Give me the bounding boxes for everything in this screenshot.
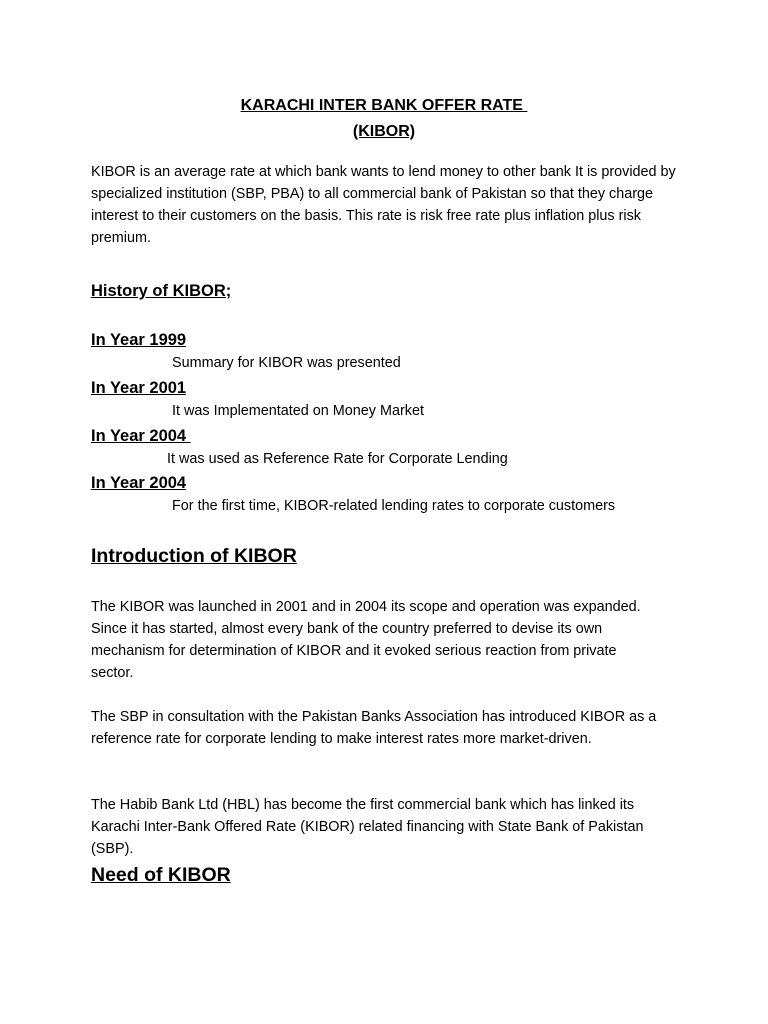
- history-heading: History of KIBOR;: [91, 282, 232, 300]
- history-year-2001: In Year 2001: [91, 379, 187, 397]
- history-year-2004-b: In Year 2004: [91, 474, 187, 492]
- introduction-paragraph-1: The KIBOR was launched in 2001 and in 2004 its scope and operation was expanded. Since it has started, almost every bank of the country preferred to devise its own mechanism for determination of KIBOR and it evoked serious reaction from private sector.: [91, 599, 641, 681]
- document-title-line-2: (KIBOR): [352, 123, 416, 140]
- history-text-1999: Summary for KIBOR was presented: [172, 355, 401, 371]
- introduction-heading: Introduction of KIBOR: [91, 545, 297, 567]
- history-year-2004-a: In Year 2004: [91, 427, 191, 445]
- intro-paragraph: KIBOR is an average rate at which bank wants to lend money to other bank It is provided by specialized institution (SBP, PBA) to all commercial bank of Pakistan so that they charge interest to their customers on the basis. This rate is risk free rate plus inflation plus risk premium.: [91, 164, 676, 246]
- introduction-paragraph-3: The Habib Bank Ltd (HBL) has become the first commercial bank which has linked its Karachi Inter-Bank Offered Rate (KIBOR) related financing with State Bank of Pakistan (SBP).: [91, 797, 644, 857]
- history-text-2004-b: For the first time, KIBOR-related lending rates to corporate customers: [172, 498, 616, 514]
- document-title-line-1: KARACHI INTER BANK OFFER RATE: [240, 97, 528, 114]
- need-heading: Need of KIBOR: [91, 864, 231, 886]
- introduction-paragraph-2: The SBP in consultation with the Pakistan Banks Association has introduced KIBOR as a reference rate for corporate lending to make interest rates more market-driven.: [91, 709, 657, 747]
- history-year-1999: In Year 1999: [91, 331, 187, 349]
- history-text-2001: It was Implementated on Money Market: [172, 403, 424, 419]
- history-text-2004-a: It was used as Reference Rate for Corporate Lending: [167, 451, 508, 467]
